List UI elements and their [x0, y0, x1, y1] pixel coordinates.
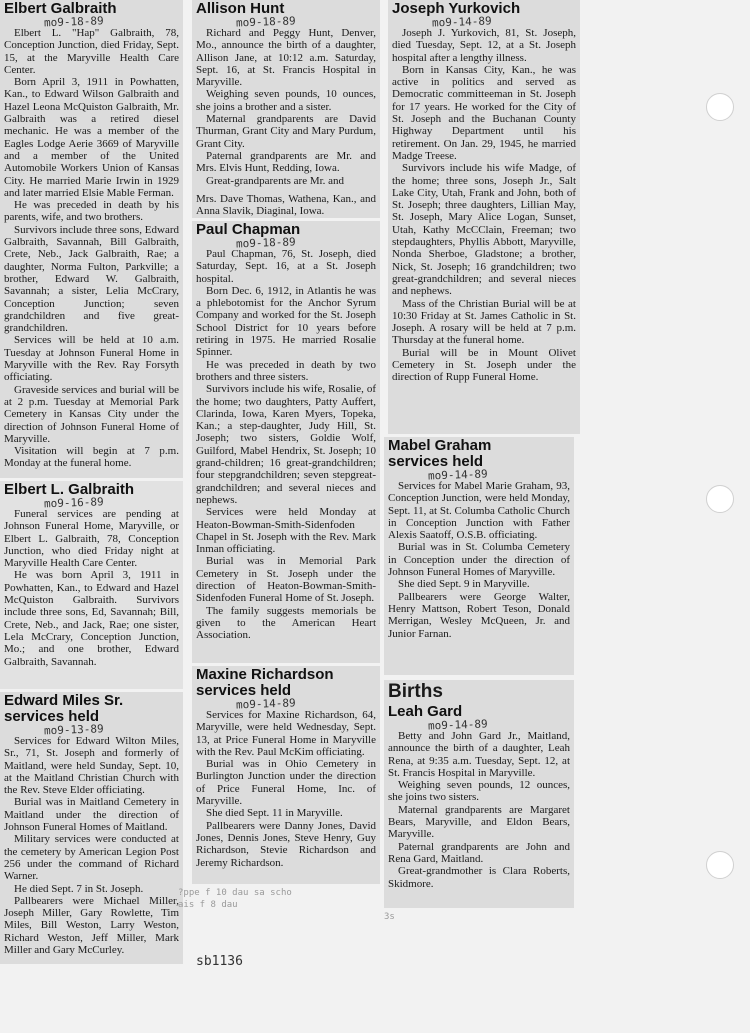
paragraph: Weighing seven pounds, 10 ounces, she joins a brother and a sister. — [196, 88, 376, 113]
handwritten-date: mo9-14-89 — [427, 467, 488, 483]
paragraph: He was preceded in death by his parents, wife, and two brothers. — [4, 199, 179, 224]
handwritten-date: mo9-18-89 — [235, 235, 296, 251]
paragraph: Visitation will begin at 7 p.m. Monday at the funeral home. — [4, 445, 179, 470]
paragraph: Great-grandparents are Mr. and — [206, 174, 345, 187]
paragraph: Paternal grandparents are Mr. and Mrs. Elvis Hunt, Redding, Iowa. — [196, 149, 376, 175]
paragraph: Graveside services and burial will be at 2 p.m. Tuesday at Memorial Park Cemetery in Kansas City under the direction of Johnson Funeral Home of Maryville. — [4, 383, 179, 445]
clipping-body — [196, 248, 376, 642]
paragraph: Weighing seven pounds, 12 ounces, she joins two sisters. — [388, 779, 570, 804]
clipping-title: Allison Hunt — [196, 0, 285, 17]
paragraph: Richard and Peggy Hunt, Denver, Mo., announce the birth of a daughter, Allison Jane, at 10:12 a.m. Saturday, Sept. 16, at St. Francis Hospital in Maryville. — [196, 27, 376, 89]
clipping-title: Maxine Richardson services held — [196, 666, 334, 699]
clipping-title: Paul Chapman — [196, 221, 301, 238]
clipping-title: Joseph Yurkovich — [392, 0, 521, 17]
handwritten-page-number: sb1136 — [196, 954, 243, 969]
paragraph: Burial will be in Mount Olivet Cemetery in St. Joseph under the direction of Rupp Funeral Home. — [392, 346, 576, 384]
faint-background-text: ais f 8 dau — [178, 900, 238, 910]
clipping-elbert-l-galbraith — [0, 481, 183, 689]
paragraph: Born in Kansas City, Kan., he was active in politics and served as Democratic committeeman in St. Joseph for 17 years. He worked for the City of St. Joseph and the Buchanan County Highway Department until his retirement. On Jan. 29, 1945, he married Madge Treese. — [392, 63, 576, 162]
paragraph: Pallbearers were Danny Jones, David Jones, Dennis Jones, Steve Henry, Guy Richardson, Stevie Richardson and Jeremy Richardson. — [196, 819, 376, 869]
faint-background-text: ?ppe f 10 dau sa scho — [178, 888, 292, 898]
paragraph: The family suggests memorials be given to the American Heart Association. — [196, 604, 376, 642]
clipping-mabel-graham — [384, 437, 574, 675]
paragraph: He died Sept. 7 in St. Joseph. — [14, 882, 144, 895]
clipping-body — [4, 735, 179, 956]
paragraph: Elbert L. "Hap" Galbraith, 78, Conception Junction, died Friday, Sept. 15, at the Maryville Health Care Center. — [4, 27, 179, 76]
paragraph: Services for Mabel Marie Graham, 93, Conception Junction, were held Monday, Sept. 11, at St. Columba Catholic Church in Conception Junction with Father Alexis Saatoff, O.S.B. officiating. — [388, 480, 570, 542]
paragraph: Born April 3, 1911 in Powhatten, Kan., to Edward Wilson Galbraith and Hazel Leona McQuiston Galbraith, Mr. Galbraith was a retired diesel mechanic. He was a member of the Eagles Lodge Aerie 3669 of Maryville and a member of the United Automobile Workers Union of Kansas City. He married Marie Irwin in 1929 and later married Elsie Mable Ferman. — [4, 76, 179, 199]
clipping-title: Elbert Galbraith — [4, 0, 117, 17]
paragraph: She died Sept. 9 in Maryville. — [398, 578, 530, 591]
clipping-title: Elbert L. Galbraith — [4, 481, 135, 498]
paragraph-continuation: Mrs. Dave Thomas, Wathena, Kan., and Anna Slavik, Diaginal, Iowa. — [196, 192, 376, 218]
clipping-body — [4, 508, 179, 668]
paragraph: Pallbearers were Michael Miller, Joseph Miller, Gary Rowlette, Tim Miles, Bill Weston, Larry Weston, Richard Weston, Jeff Miller, Mark Miller and Gary McCurley. — [4, 894, 179, 957]
clipping-elbert-galbraith — [0, 0, 183, 478]
clipping-paul-chapman — [192, 221, 380, 663]
clipping-births — [384, 680, 574, 908]
binder-hole — [706, 93, 734, 121]
binder-hole — [706, 485, 734, 513]
handwritten-date: mo9-14-89 — [427, 717, 488, 733]
paragraph: Paternal grandparents are John and Rena Gard, Maitland. — [388, 840, 570, 865]
clipping-allison-hunt — [192, 0, 380, 218]
paragraph: Mass of the Christian Burial will be at 10:30 Friday at St. James Catholic in St. Joseph. A rosary will be held at 7 p.m. Thursday at the funeral home. — [392, 297, 576, 347]
paragraph: Services for Maxine Richardson, 64, Maryville, were held Wednesday, Sept. 13, at Price Funeral Home in Maryville with the Rev. Paul McKim officiating. — [196, 709, 376, 758]
clipping-maxine-richardson — [192, 666, 380, 884]
paragraph: Great-grandmother is Clara Roberts, Skidmore. — [388, 865, 570, 890]
handwritten-date: mo9-16-89 — [43, 495, 104, 511]
clipping-body — [392, 27, 576, 384]
paragraph: Burial was in Maitland Cemetery in Maitland under the direction of Johnson Funeral Homes of Maitland. — [4, 796, 179, 834]
paragraph: Services for Edward Wilton Miles, Sr., 71, St. Joseph and formerly of Maitland, were held Sunday, Sept. 10, at the Maitland Christian Church with the Rev. Steve Elder officiating. — [4, 735, 179, 797]
paragraph: Paul Chapman, 76, St. Joseph, died Saturday, Sept. 16, at a St. Joseph hospital. — [196, 248, 376, 285]
clipping-title: Mabel Graham services held — [388, 437, 492, 470]
paragraph: Joseph J. Yurkovich, 81, St. Joseph, died Tuesday, Sept. 12, at a St. Joseph hospital after a lengthy illness. — [392, 27, 576, 64]
paragraph: Born Dec. 6, 1912, in Atlantis he was a phlebotomist for the Anchor Syrum Company and worked for the St. Joseph School District for 10 years before retiring in 1975. He married Rosalie Spinner. — [196, 284, 376, 359]
binder-hole — [706, 851, 734, 879]
handwritten-date: mo9-14-89 — [431, 14, 492, 30]
handwritten-date: mo9-18-89 — [43, 14, 104, 30]
clipping-body — [196, 27, 376, 217]
clipping-title: Edward Miles Sr. services held — [4, 692, 124, 725]
paragraph: She died Sept. 11 in Maryville. — [206, 807, 343, 820]
paragraph: Betty and John Gard Jr., Maitland, announce the birth of a daughter, Leah Rena, at 9:35 a.m. Tuesday, Sept. 12, at St. Francis Hospital in Maryville. — [388, 730, 570, 779]
paragraph: Burial was in Memorial Park Cemetery in St. Joseph under the direction of Heaton-Bowman-Smith-Sidenfoden Funeral Home of St. Joseph. — [196, 555, 376, 605]
paragraph: Burial was in St. Columba Cemetery in Conception under the direction of Johnson Funeral Homes of Maryville. — [388, 541, 570, 579]
paragraph: Burial was in Ohio Cemetery in Burlington Junction under the direction of Price Funeral Home, Inc. of Maryville. — [196, 758, 376, 808]
clipping-joseph-yurkovich — [388, 0, 580, 434]
handwritten-date: mo9-14-89 — [235, 696, 296, 712]
paragraph: Services were held Monday at Heaton-Bowman-Smith-Sidenfoden Chapel in St. Joseph with the Rev. Mark Inman officiating. — [196, 506, 376, 556]
clipping-body — [196, 709, 376, 869]
paragraph: Maternal grandparents are Margaret Bears, Maryville, and Eldon Bears, Maryville. — [388, 803, 570, 841]
paragraph: Maternal grandparents are David Thurman, Grant City and Mary Purdum, Grant City. — [196, 113, 376, 150]
paragraph: He was preceded in death by two brothers and three sisters. — [196, 358, 376, 383]
handwritten-date: mo9-18-89 — [235, 14, 296, 30]
clipping-body — [4, 27, 179, 470]
faint-background-text: 3s — [384, 912, 395, 922]
paragraph: Survivors include his wife, Rosalie, of the home; two daughters, Patty Auffert, Clarinda, Iowa, Karen Myers, Topeka, Kan.; a step-daughter, Judy Hill, St. Joseph; two sisters, Goldie Wolf, Guilford, Mabel Hendrix, St. Joseph; 10 grand-children; 16 great-grandchildren; four stepgrandchildren; seven stepgreat-grandchildren; and several nieces and nephews. — [196, 383, 376, 506]
paragraph: Survivors include three sons, Edward Galbraith, Savannah, Bill Galbraith, Crete, Neb., Jack Galbraith, Rae; a daughter, Norma Fulton, Parkville; a brother, Edward W. Galbraith, Savannah; a sister, Lelia McCrary, Conception Junction; seven grandchildren and five great-grandchildren. — [4, 223, 179, 335]
paragraph: Military services were conducted at the cemetery by American Legion Post 256 under the command of Richard Warner. — [4, 833, 179, 883]
handwritten-date: mo9-13-89 — [43, 722, 104, 738]
paragraph: Funeral services are pending at Johnson Funeral Home, Maryville, or Elbert L. Galbraith, 78, Conception Junction, who died Friday night at Maryville Health Care Center. — [4, 508, 179, 570]
clipping-body — [388, 480, 570, 640]
paragraph: Services will be held at 10 a.m. Tuesday at Johnson Funeral Home in Maryville with the Rev. Ray Forsyth officiating. — [4, 334, 179, 384]
paragraph: Survivors include his wife Madge, of the home; three sons, Joseph Jr., Salt Lake City, Utah, Frank and John, both of St. Joseph; three daughters, Lillian May, St. Joseph, Mary Alice Logan, Sunset, Utah, Kathy McCClain, Freeman; two stepdaughters, Phyllis Abbott, Maryville, Nonda Sherboe, Gladstone; a brother, Nick, St. Joseph; 16 grandchildren; two great-grandchildren; and several nieces and nephews. — [392, 162, 576, 298]
clipping-edward-miles — [0, 692, 183, 964]
paragraph: Pallbearers were George Walter, Henry Mattson, Robert Teson, Donald Merrigan, Wesley McQueen, Jr. and Junior Farnan. — [388, 590, 570, 640]
section-heading: Births — [388, 681, 443, 702]
clipping-title: Leah Gard — [388, 703, 463, 720]
clipping-body — [388, 730, 570, 890]
paragraph: He was born April 3, 1911 in Powhatten, Kan., to Edward and Hazel McQuiston Galbraith. Survivors include three sons, Ed, Savannah; Bill, Crete, Neb., and Jack, Rae; one sister, Lela McCrary, Conception Junction, Mo.; and one brother, Edward Galbraith, Savannah. — [4, 569, 179, 668]
